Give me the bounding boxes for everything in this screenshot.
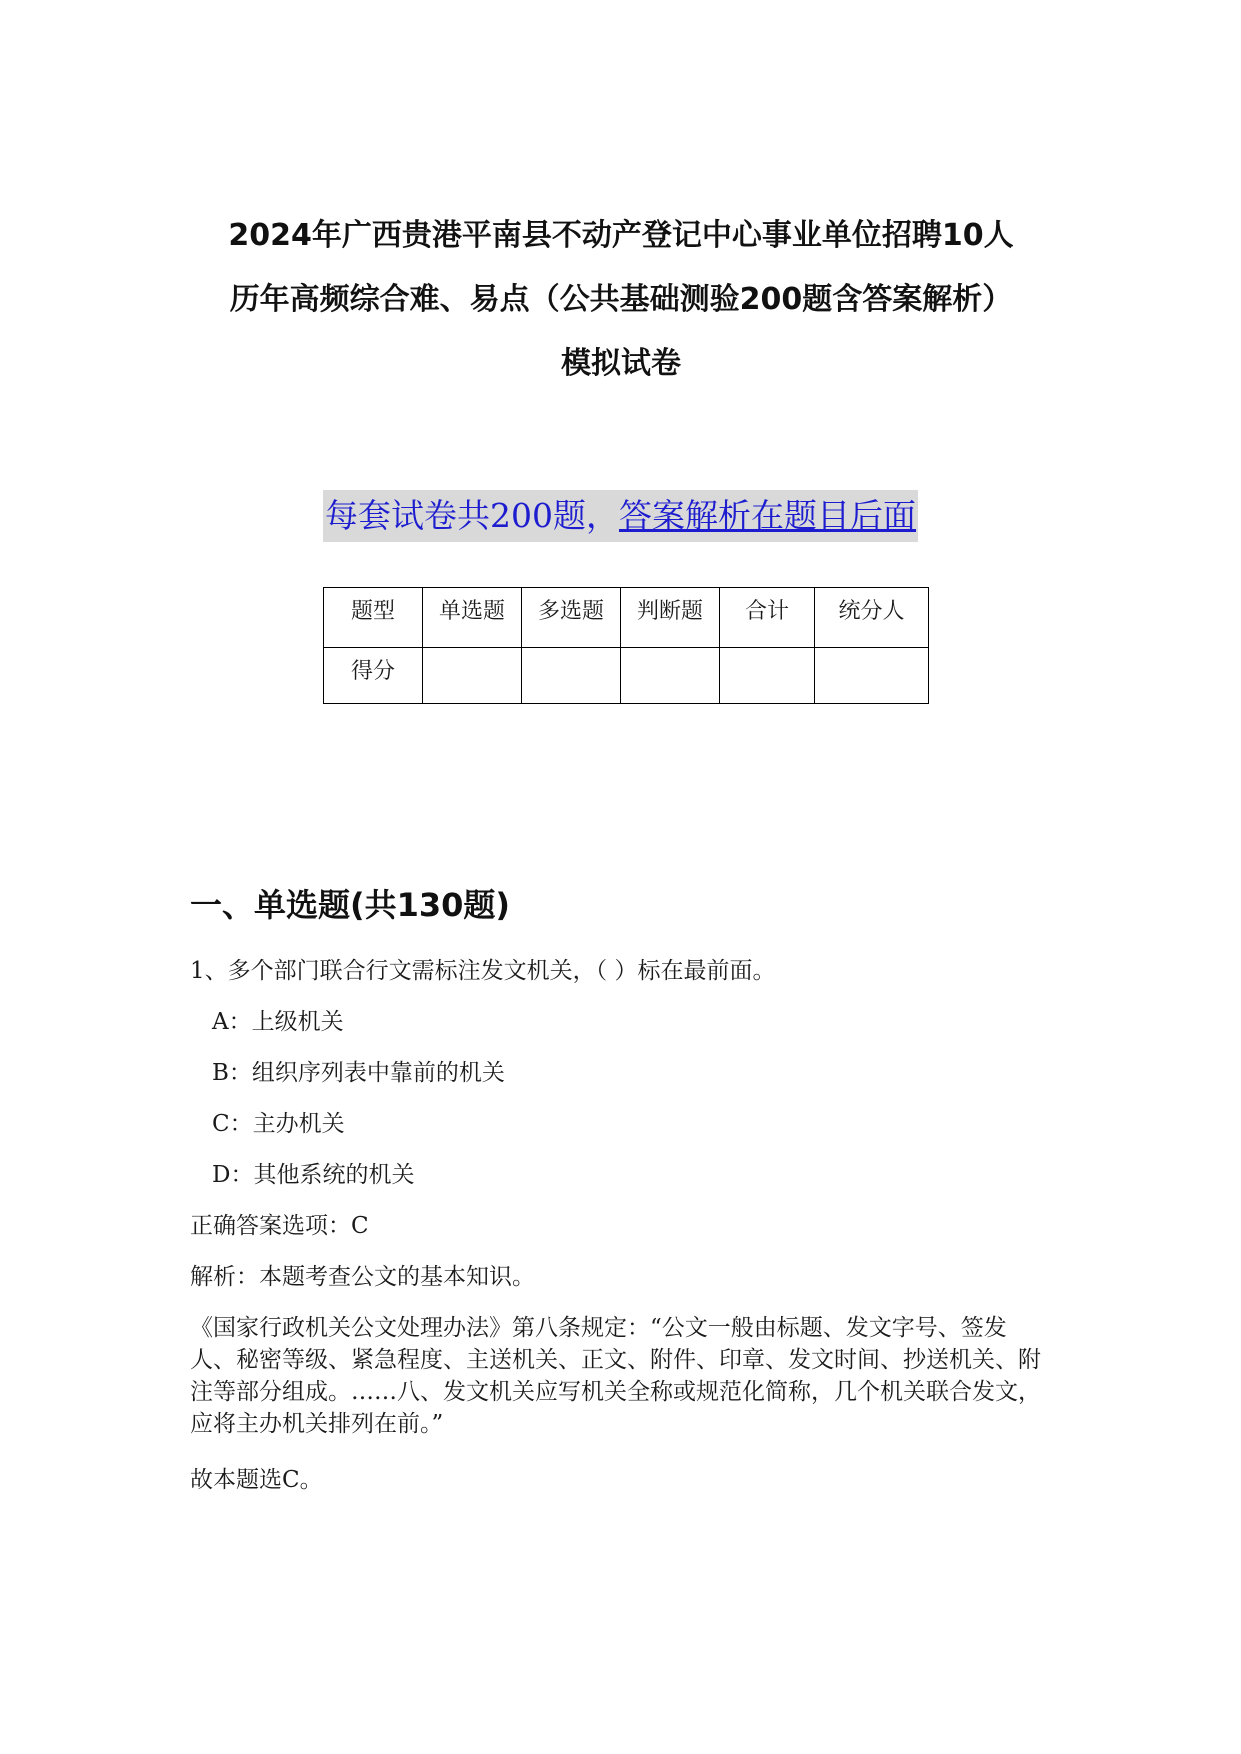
score-table-score-row xyxy=(324,648,929,704)
answer-location-link[interactable]: 答案解析在题目后面 xyxy=(619,496,916,535)
banner-prefix-text: 每套试卷共200题， xyxy=(325,496,619,535)
score-cell-single-choice xyxy=(423,648,522,704)
option-d: D：其他系统的机关 xyxy=(212,1162,415,1188)
correct-answer: 正确答案选项：C xyxy=(190,1213,369,1239)
score-table-header-row xyxy=(324,588,929,648)
header-cell-true-false: 判断题 xyxy=(621,588,720,648)
score-cell-total xyxy=(720,648,815,704)
header-cell-question-type: 题型 xyxy=(324,588,423,648)
score-table xyxy=(323,587,929,704)
exam-info-banner xyxy=(323,490,918,542)
document-title-line-2: 历年高频综合难、易点（公共基础测验200题含答案解析） xyxy=(229,282,1013,317)
header-cell-scorer: 统分人 xyxy=(815,588,929,648)
header-cell-multiple-choice: 多选题 xyxy=(522,588,621,648)
header-cell-single-choice: 单选题 xyxy=(423,588,522,648)
score-cell-multiple-choice xyxy=(522,648,621,704)
option-b: B：组织序列表中靠前的机关 xyxy=(212,1060,505,1086)
header-cell-total: 合计 xyxy=(720,588,815,648)
score-cell-scorer xyxy=(815,648,929,704)
option-a: A：上级机关 xyxy=(212,1009,344,1035)
document-title-line-3: 模拟试卷 xyxy=(561,346,681,381)
score-cell-true-false xyxy=(621,648,720,704)
score-row-label: 得分 xyxy=(324,648,423,704)
analysis-quote: 《国家行政机关公文处理办法》第八条规定：“公文一般由标题、发文字号、签发人、秘密等级、紧急程度、主送机关、正文、附件、印章、发文时间、抄送机关、附注等部分组成。……八、发文机关应写机关全称或规范化简称，几个机关联合发文，应将主办机关排列在前。” xyxy=(190,1315,1041,1437)
analysis-conclusion: 故本题选C。 xyxy=(190,1467,323,1493)
document-title-line-1: 2024年广西贵港平南县不动产登记中心事业单位招聘10人 xyxy=(228,218,1014,253)
option-c: C：主办机关 xyxy=(212,1111,345,1137)
section-heading-single-choice: 一、单选题(共130题) xyxy=(190,886,511,924)
question-stem: 1、多个部门联合行文需标注发文机关，（ ）标在最前面。 xyxy=(190,958,776,984)
analysis-heading: 解析：本题考查公文的基本知识。 xyxy=(190,1264,535,1290)
